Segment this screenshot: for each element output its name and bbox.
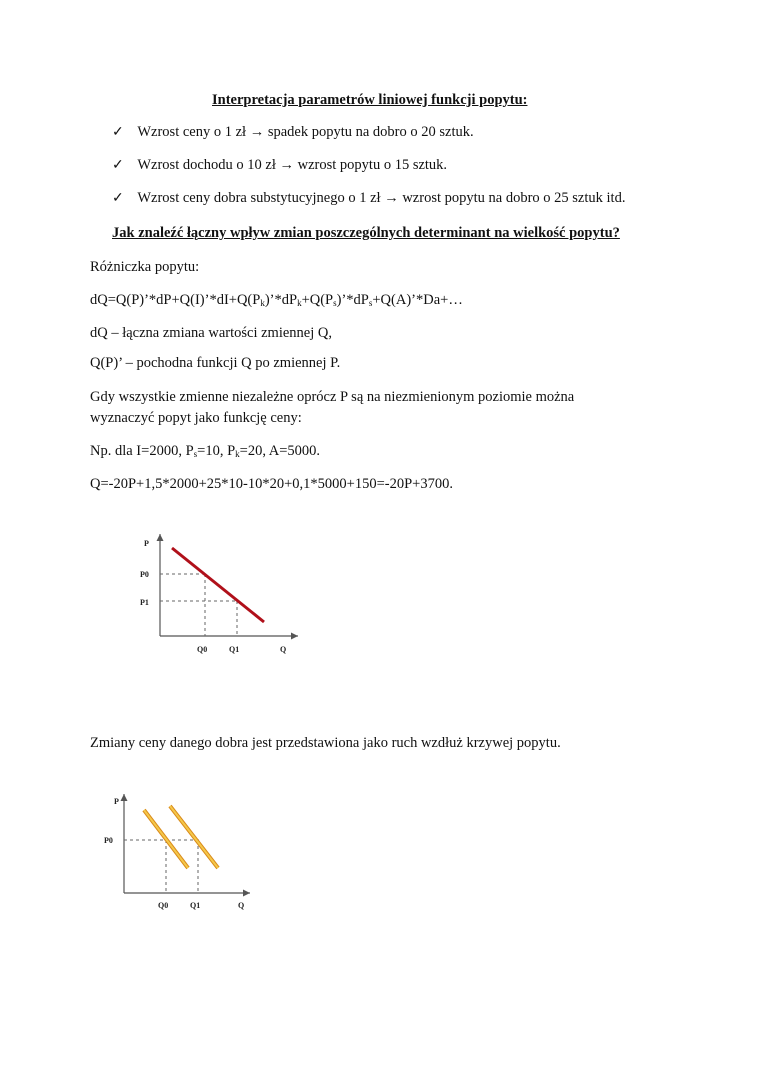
bullet-text-before: Wzrost dochodu o 10 zł [137,157,276,173]
formula-part: +Q(A)’*Da+… [372,292,463,308]
checkmark-icon: ✓ [112,158,124,173]
demand-curve-chart-1 [130,528,310,658]
demand-equation: Q=-20P+1,5*2000+25*10-10*20+0,1*5000+150=-20P+3700. [90,476,453,492]
example-subscript: s [193,449,198,459]
definition-dq: dQ – łączna zmiana wartości zmiennej Q, [90,325,332,341]
bullet-text-after: wzrost popytu na dobro o 25 sztuk itd. [402,190,626,206]
bullet-item [112,190,625,207]
formula-part: )’*dP [264,292,298,308]
formula-subscript: s [368,298,373,308]
tick-label-q0: Q0 [197,645,208,654]
checkmark-icon: ✓ [112,125,124,140]
paragraph-line: wyznaczyć popyt jako funkcję ceny: [90,410,302,426]
tick-label-q1: Q1 [190,901,201,910]
checkmark-icon: ✓ [112,191,124,206]
bullet-text-after: spadek popytu na dobro o 20 sztuk. [267,124,474,140]
example-part: Np. dla I=2000, P [90,443,194,459]
definition-derivative: Q(P)’ – pochodna funkcji Q po zmiennej P. [90,355,341,371]
tick-label-p1: P1 [140,598,149,607]
demand-curve [172,548,264,622]
arrow-icon: → [249,124,265,140]
arrow-icon: → [279,157,295,173]
axis-label-p: P [144,539,149,548]
formula-part: )’*dP [336,292,369,308]
formula-subscript: s [333,298,337,308]
section-heading-question: Jak znaleźć łączny wpływ zmian poszczególnych determinant na wielkość popytu? [112,225,620,241]
arrow-icon: → [384,190,399,206]
tick-label-p0: P0 [140,570,149,579]
example-subscript: k [235,449,240,459]
paragraph-line: Gdy wszystkie zmienne niezależne oprócz P są na niezmienionym poziomie można [90,389,575,405]
chart-caption: Zmiany ceny danego dobra jest przedstawiona jako ruch wzdłuż krzywej popytu. [90,735,561,751]
example-part: =10, P [197,443,236,459]
formula-part: +Q(P [301,292,334,308]
rozniczka-label: Różniczka popytu: [90,259,200,275]
demand-curve-shifted [170,806,218,868]
formula-subscript: k [297,298,302,308]
section-heading-interpretation: Interpretacja parametrów liniowej funkcji popytu: [212,92,528,108]
demand-shift-chart-2 [100,788,260,913]
axis-label-q: Q [280,645,287,654]
example-values [90,443,320,460]
formula-subscript: k [260,298,265,308]
bullet-item [112,157,447,174]
axis-label-p: P [114,797,119,806]
differential-formula [90,292,463,309]
tick-label-q1: Q1 [229,645,240,654]
example-part: =20, A=5000. [239,443,321,459]
bullet-text-after: wzrost popytu o 15 sztuk. [297,157,448,173]
tick-label-q0: Q0 [158,901,169,910]
axis-label-q: Q [238,901,245,910]
bullet-item [112,124,474,141]
bullet-text-before: Wzrost ceny o 1 zł [137,124,247,140]
bullet-text-before: Wzrost ceny dobra substytucyjnego o 1 zł [137,190,381,206]
formula-part: dQ=Q(P)’*dP+Q(I)’*dI+Q(P [90,292,261,308]
tick-label-p0: P0 [104,836,113,845]
